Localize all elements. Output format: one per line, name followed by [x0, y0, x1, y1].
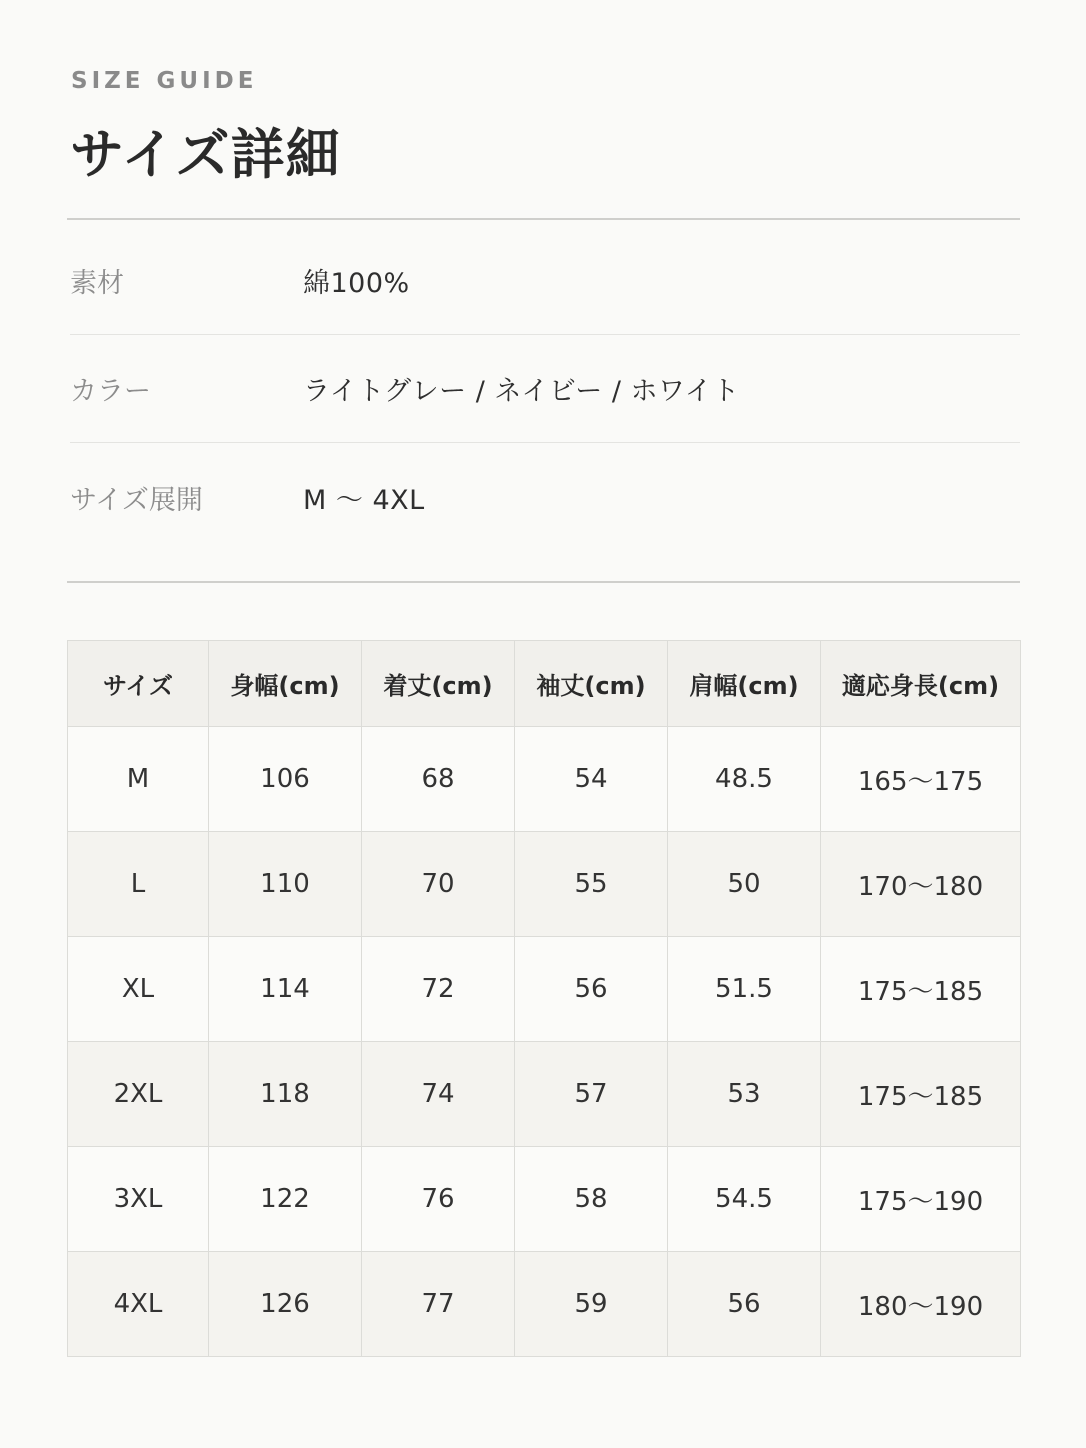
cell-size: M: [68, 727, 209, 832]
cell: 118: [209, 1042, 362, 1147]
cell-size: 2XL: [68, 1042, 209, 1147]
spec-label: 素材: [70, 267, 124, 299]
cell: 53: [668, 1042, 821, 1147]
cell-size: L: [68, 832, 209, 937]
cell: 175〜185: [821, 1042, 1021, 1147]
table-row: [68, 1042, 1021, 1147]
cell: 57: [515, 1042, 668, 1147]
spec-row-color: [70, 334, 1020, 443]
table-row: [68, 727, 1021, 832]
cell: 180〜190: [821, 1252, 1021, 1357]
cell: 74: [362, 1042, 515, 1147]
spec-value: ライトグレー / ネイビー / ホワイト: [303, 375, 740, 407]
cell: 51.5: [668, 937, 821, 1042]
cell-size: XL: [68, 937, 209, 1042]
cell: 170〜180: [821, 832, 1021, 937]
cell: 70: [362, 832, 515, 937]
section-eyebrow: SIZE GUIDE: [71, 68, 258, 94]
cell: 106: [209, 727, 362, 832]
table-row: [68, 1147, 1021, 1252]
cell: 165〜175: [821, 727, 1021, 832]
cell: 56: [668, 1252, 821, 1357]
header-size: サイズ: [68, 641, 209, 727]
spec-value: 綿100%: [303, 267, 410, 299]
spec-value: M 〜 4XL: [303, 484, 425, 516]
cell: 59: [515, 1252, 668, 1357]
cell: 54: [515, 727, 668, 832]
cell: 55: [515, 832, 668, 937]
cell-size: 4XL: [68, 1252, 209, 1357]
cell: 110: [209, 832, 362, 937]
cell: 68: [362, 727, 515, 832]
cell: 126: [209, 1252, 362, 1357]
cell: 72: [362, 937, 515, 1042]
spec-label: サイズ展開: [70, 484, 203, 516]
cell: 77: [362, 1252, 515, 1357]
spec-label: カラー: [70, 375, 151, 407]
cell: 122: [209, 1147, 362, 1252]
cell: 50: [668, 832, 821, 937]
size-table: [67, 640, 1021, 1357]
header-chest-width: 身幅(cm): [209, 641, 362, 727]
cell: 175〜185: [821, 937, 1021, 1042]
header-length: 着丈(cm): [362, 641, 515, 727]
page-title: サイズ詳細: [70, 123, 341, 186]
cell: 54.5: [668, 1147, 821, 1252]
cell: 175〜190: [821, 1147, 1021, 1252]
table-row: [68, 937, 1021, 1042]
cell: 58: [515, 1147, 668, 1252]
top-divider: [67, 218, 1020, 220]
spec-row-size-range: [70, 443, 1020, 551]
table-row: [68, 1252, 1021, 1357]
bottom-divider: [67, 581, 1020, 583]
cell-size: 3XL: [68, 1147, 209, 1252]
spec-row-material: [70, 226, 1020, 335]
header-height: 適応身長(cm): [821, 641, 1021, 727]
cell: 76: [362, 1147, 515, 1252]
table-row: [68, 832, 1021, 937]
cell: 48.5: [668, 727, 821, 832]
header-sleeve: 袖丈(cm): [515, 641, 668, 727]
header-shoulder: 肩幅(cm): [668, 641, 821, 727]
cell: 56: [515, 937, 668, 1042]
cell: 114: [209, 937, 362, 1042]
table-header-row: [68, 641, 1021, 727]
